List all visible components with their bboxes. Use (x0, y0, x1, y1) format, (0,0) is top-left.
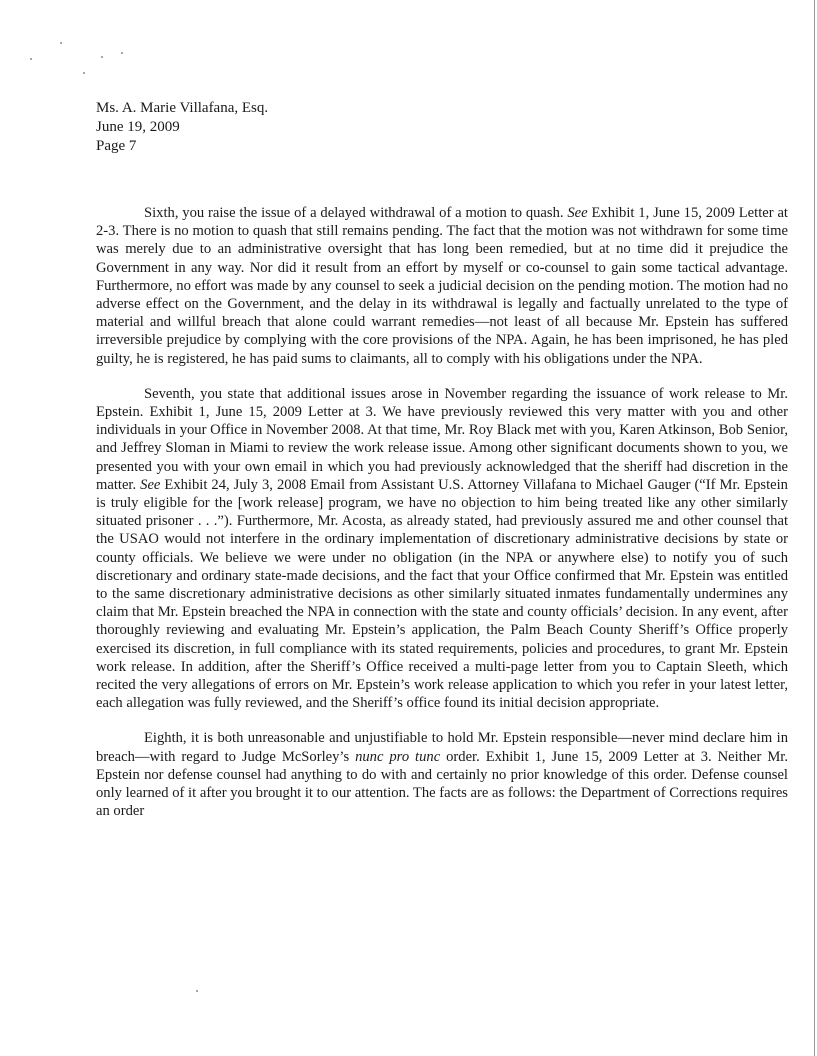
paragraph-eighth (96, 729, 788, 820)
letter-body (96, 204, 788, 821)
scan-speck (83, 72, 85, 74)
see-citation-signal: See (140, 476, 161, 493)
paragraph-seventh (96, 385, 788, 713)
scan-speck (121, 52, 123, 54)
scan-speck (196, 990, 198, 992)
paragraph-text: Eighth, it is both unreasonable and unjustifiable to hold Mr. Epstein responsible—never mind declare him in breach—with regard to Judge McSorley’s (96, 730, 788, 765)
scan-speck (101, 56, 103, 58)
date-line: June 19, 2009 (96, 119, 180, 135)
scan-speck (30, 58, 32, 60)
letter-header (96, 99, 268, 156)
paragraph-text: Sixth, you raise the issue of a delayed withdrawal of a motion to quash. (144, 205, 568, 221)
paragraph-text: order. Exhibit 1, June 15, 2009 Letter at 3. Neither Mr. Epstein nor defense counsel had anything to do with and certainly no prior knowledge of this order. Defense counsel only learned of it after you brought it to our attention. The facts are as follows: the Department of Corrections requires an order (96, 748, 788, 820)
page-edge-line (814, 0, 815, 1056)
recipient-line: Ms. A. Marie Villafana, Esq. (96, 100, 269, 116)
italic-term: nunc pro tunc (355, 748, 441, 765)
scan-speck (60, 42, 62, 44)
paragraph-sixth (96, 204, 788, 368)
paragraph-text: Exhibit 24, July 3, 2008 Email from Assistant U.S. Attorney Villafana to Michael Gauger (“If Mr. Epstein is truly eligible for the [work release] program, we have no objection to him being treated like any other similarly situated prisoner . . .”). Furthermore, Mr. Acosta, as already stated, had previously assured me and other counsel that the USAO would not interfere in the ordinary implementation of discretionary administrative decisions by state or county officials. We believe we were under no obligation (in the NPA or anywhere else) to notify you of such discretionary and ordinary state-made decisions, and the fact that your Office confirmed that Mr. Epstein was entitled to the same discretionary administrative decisions as other similarly situated inmates fundamentally undermines any claim that Mr. Epstein breached the NPA in connection with the state and county officials’ decision. In any event, after thoroughly reviewing and evaluating Mr. Epstein’s application, the Palm Beach County Sheriff’s Office properly exercised its discretion, in full compliance with its stated requirements, policies and procedures, to grant Mr. Epstein work release. In addition, after the Sheriff’s Office received a multi-page letter from you to Captain Sleeth, which recited the very allegations of errors on Mr. Epstein’s work release application to which you refer in your latest letter, each allegation was fully reviewed, and the Sheriff’s office found its initial decision appropriate. (96, 476, 788, 712)
paragraph-text: Exhibit 1, June 15, 2009 Letter at 2-3. There is no motion to quash that still remains pending. The fact that the motion was not withdrawn for some time was merely due to an administrative oversight that has long been remedied, but at no time did it prejudice the Government in any way. Nor did it result from an effort by myself or co-counsel to gain some tactical advantage. Furthermore, no effort was made by any counsel to seek a judicial decision on the pending motion. The motion had no adverse effect on the Government, and the delay in its withdrawal is legally and factually unrelated to the type of material and willful breach that alone could warrant remedies—not least of all because Mr. Epstein has suffered irreversible prejudice by complying with the core provisions of the NPA. Again, he has been imprisoned, he has pled guilty, he is registered, he has paid sums to claimants, all to comply with his obligations under the NPA. (96, 205, 788, 367)
paragraph-text: Seventh, you state that additional issues arose in November regarding the issuance of work release to Mr. Epstein. Exhibit 1, June 15, 2009 Letter at 3. We have previously reviewed this very matter with you and other individuals in your Office in November 2008. At that time, Mr. Roy Black met with you, Karen Atkinson, Bob Senior, and Jeffrey Sloman in Miami to review the work release issue. Among other significant documents shown to you, we presented you with your own email in which you had previously acknowledged that the sheriff had discretion in the matter. (96, 385, 788, 493)
see-citation-signal: See (567, 205, 588, 221)
page-number: Page 7 (96, 138, 137, 154)
